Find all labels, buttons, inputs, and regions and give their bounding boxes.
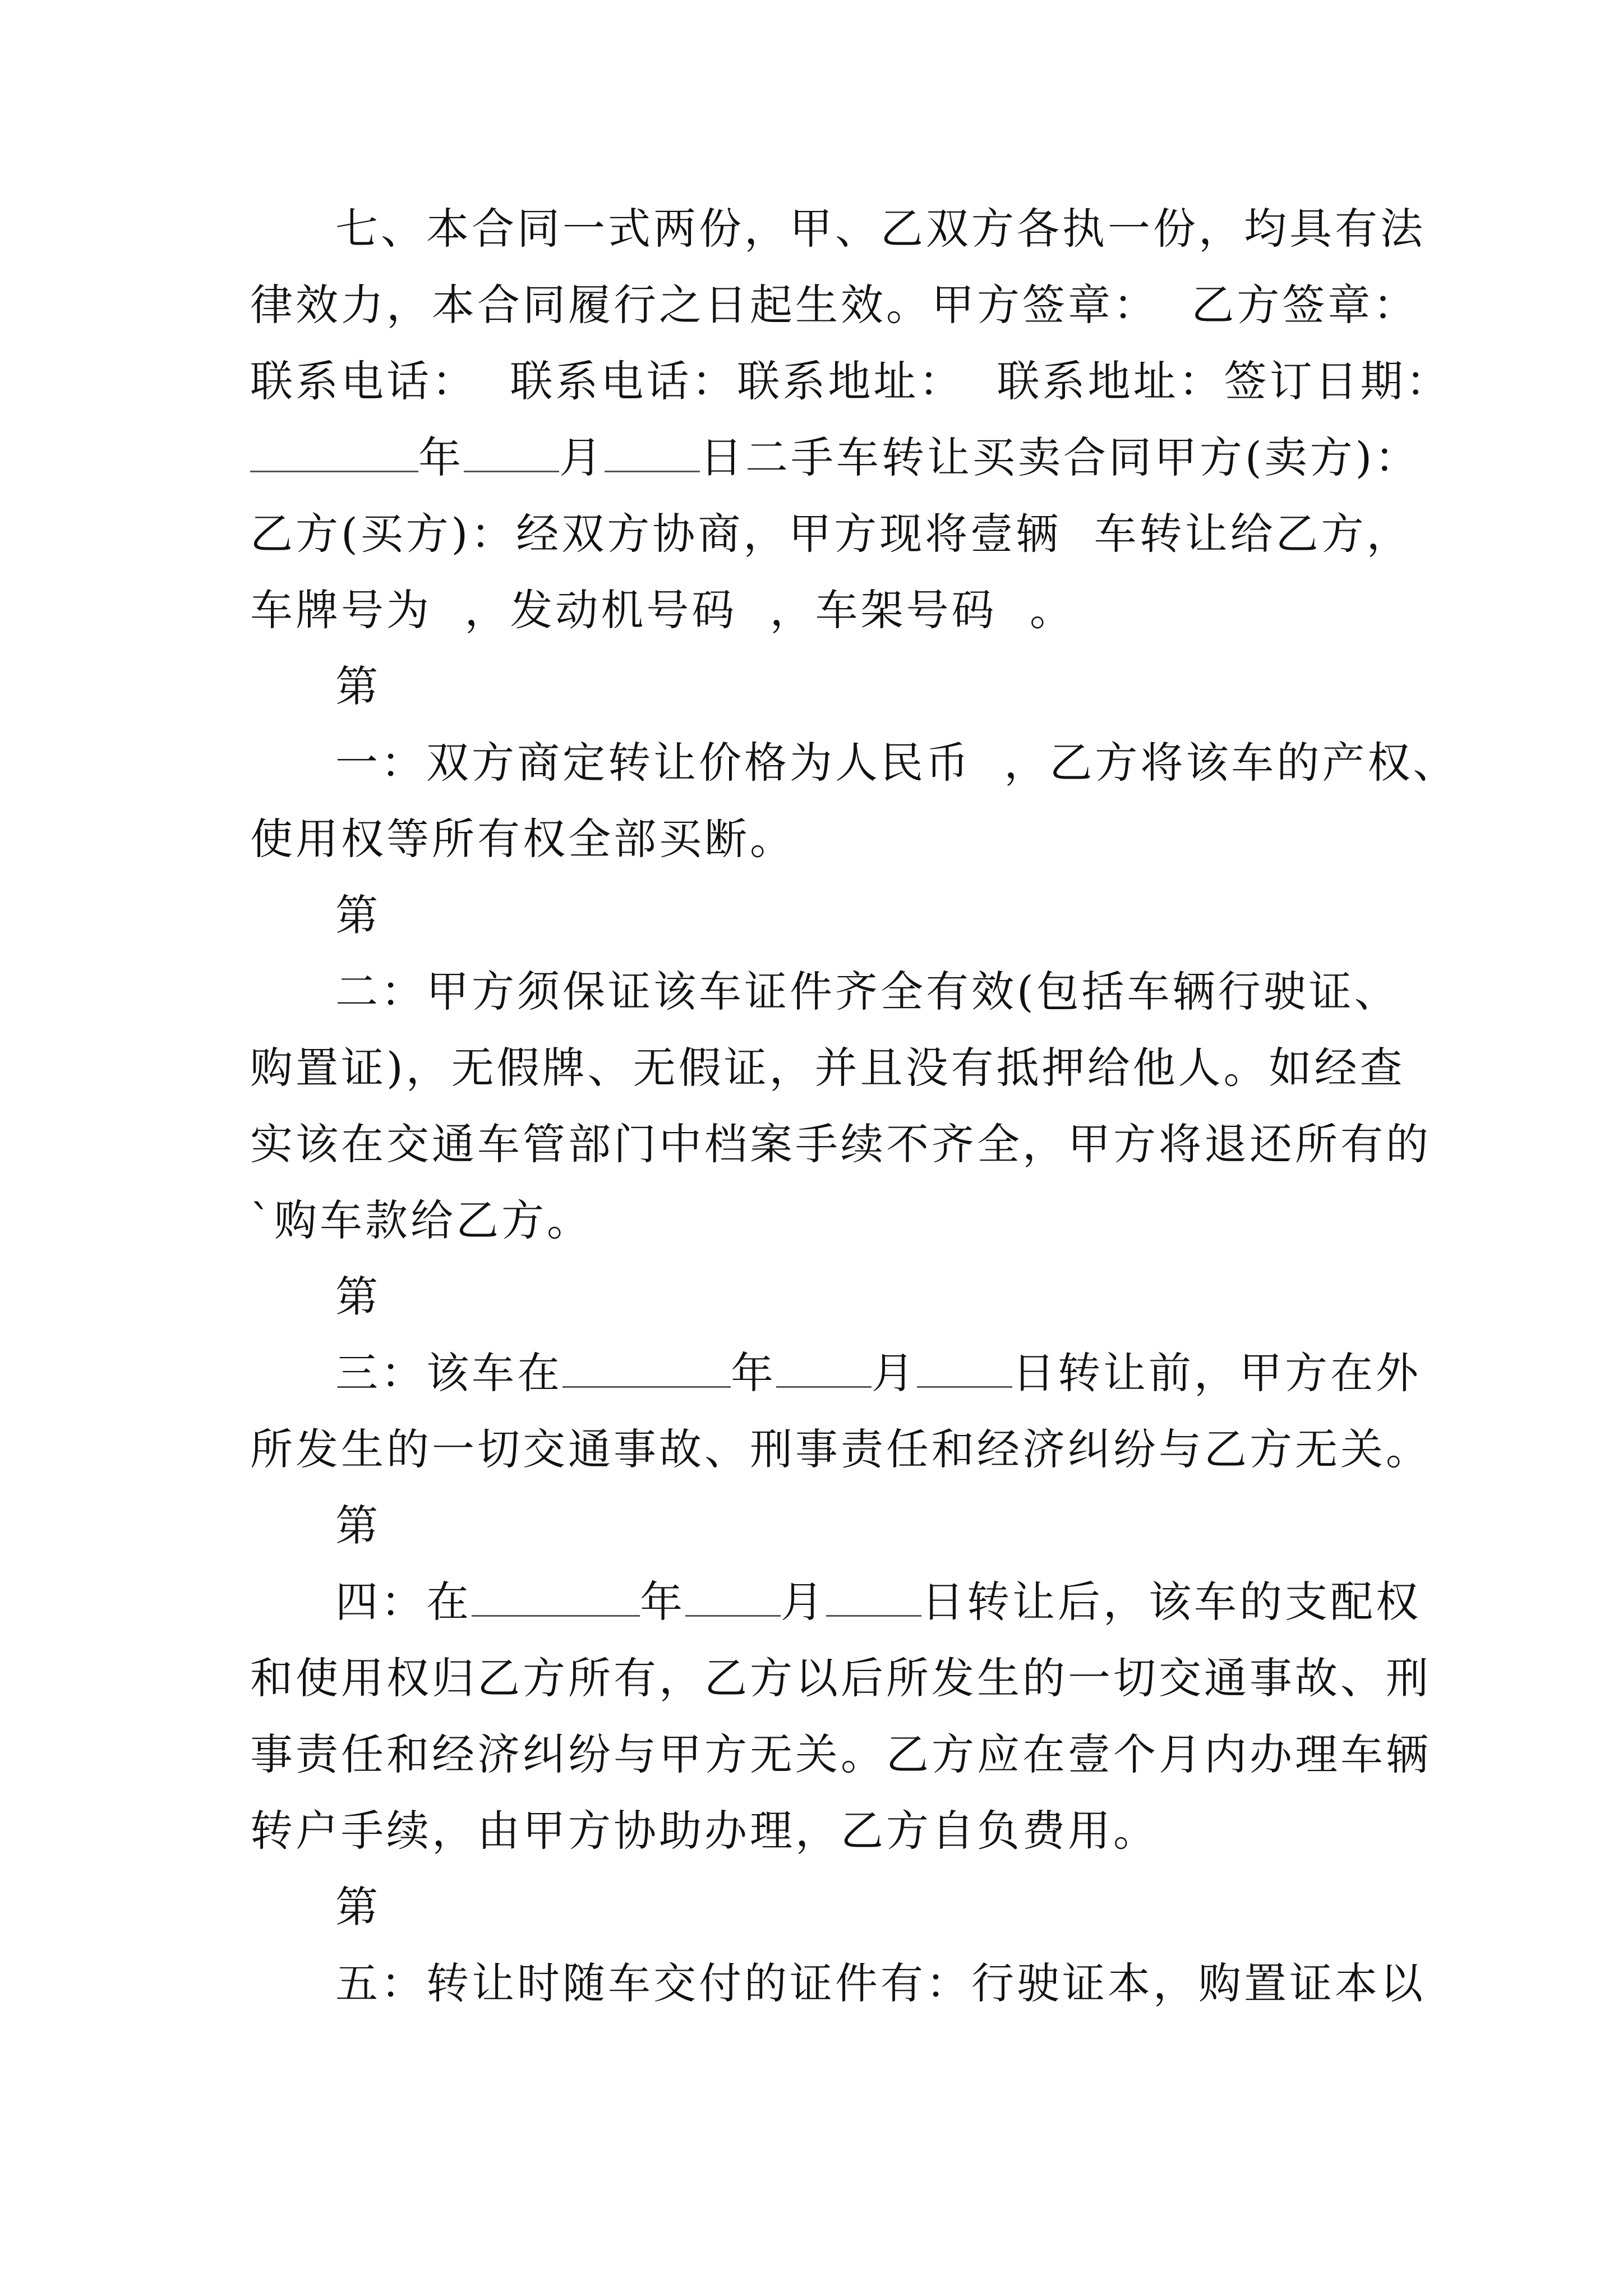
clause-1-line-2: 使用权等所有权全部买断。 <box>250 814 795 864</box>
year-blank <box>472 1581 640 1617</box>
clause-3-suffix: 日转让前，甲方在外 <box>1012 1348 1421 1398</box>
day-blank <box>826 1581 921 1617</box>
clause-3-line-1 <box>250 1335 1421 1411</box>
clause-4-line-4: 转户手续，由甲方协助办理，乙方自负费用。 <box>250 1806 1159 1856</box>
clause-2-line-3: 实该在交通车管部门中档案手续不齐全，甲方将退还所有的 <box>250 1119 1431 1169</box>
plate-line: 车牌号为 ，发动机号码 ，车架号码 。 <box>250 585 1075 635</box>
clause-3-prefix: 三：该车在 <box>335 1348 562 1398</box>
title-text: 日二手车转让买卖合同甲方(卖方)： <box>700 432 1421 482</box>
clause-4-suffix: 日转让后，该车的支配权 <box>921 1577 1421 1627</box>
clause-marker: 第 <box>335 890 381 940</box>
month-blank <box>464 437 559 472</box>
buyer-line: 乙方(买方)：经双方协商，甲方现将壹辆 车转让给乙方， <box>250 509 1412 559</box>
day-blank <box>605 437 700 472</box>
clause-2-line-2: 购置证)，无假牌、无假证，并且没有抵押给他人。如经查 <box>250 1043 1405 1093</box>
year-label: 年 <box>640 1577 685 1627</box>
clause-2-line-1: 二：甲方须保证该车证件齐全有效(包括车辆行驶证、 <box>335 967 1400 1016</box>
clause-marker: 第 <box>335 1501 381 1550</box>
clause-7-line-2: 律效力，本合同履行之日起生效。甲方签章： 乙方签章： <box>250 280 1419 330</box>
clause-4-line-2: 和使用权归乙方所有，乙方以后所发生的一切交通事故、刑 <box>250 1653 1431 1703</box>
clause-7-line-1: 七、本合同一式两份，甲、乙双方各执一份，均具有法 <box>335 204 1426 254</box>
clause-marker: 第 <box>335 1272 381 1322</box>
year-blank <box>250 437 418 472</box>
month-blank <box>685 1581 781 1617</box>
clause-4-line-1 <box>250 1564 1421 1640</box>
year-blank <box>562 1352 731 1388</box>
year-label: 年 <box>418 432 464 482</box>
month-label: 月 <box>781 1577 826 1627</box>
clause-marker: 第 <box>335 1882 381 1932</box>
clause-4-prefix: 四：在 <box>335 1577 472 1627</box>
day-blank <box>917 1352 1012 1388</box>
month-label: 月 <box>872 1348 917 1398</box>
clause-1-line-1: 一：双方商定转让价格为人民币 ，乙方将该车的产权、 <box>335 738 1459 788</box>
year-label: 年 <box>731 1348 776 1398</box>
date-title-line <box>250 420 1421 496</box>
clause-5-line-1: 五：转让时随车交付的证件有：行驶证本，购置证本以 <box>335 1958 1426 2008</box>
contact-line: 联系电话： 联系电话：联系地址： 联系地址：签订日期： <box>250 356 1451 406</box>
clause-marker: 第 <box>335 661 381 711</box>
month-label: 月 <box>559 432 605 482</box>
clause-4-line-3: 事责任和经济纠纷与甲方无关。乙方应在壹个月内办理车辆 <box>250 1729 1431 1779</box>
clause-2-line-4: `购车款给乙方。 <box>250 1195 592 1245</box>
clause-3-line-2: 所发生的一切交通事故、刑事责任和经济纠纷与乙方无关。 <box>250 1424 1431 1474</box>
month-blank <box>776 1352 872 1388</box>
